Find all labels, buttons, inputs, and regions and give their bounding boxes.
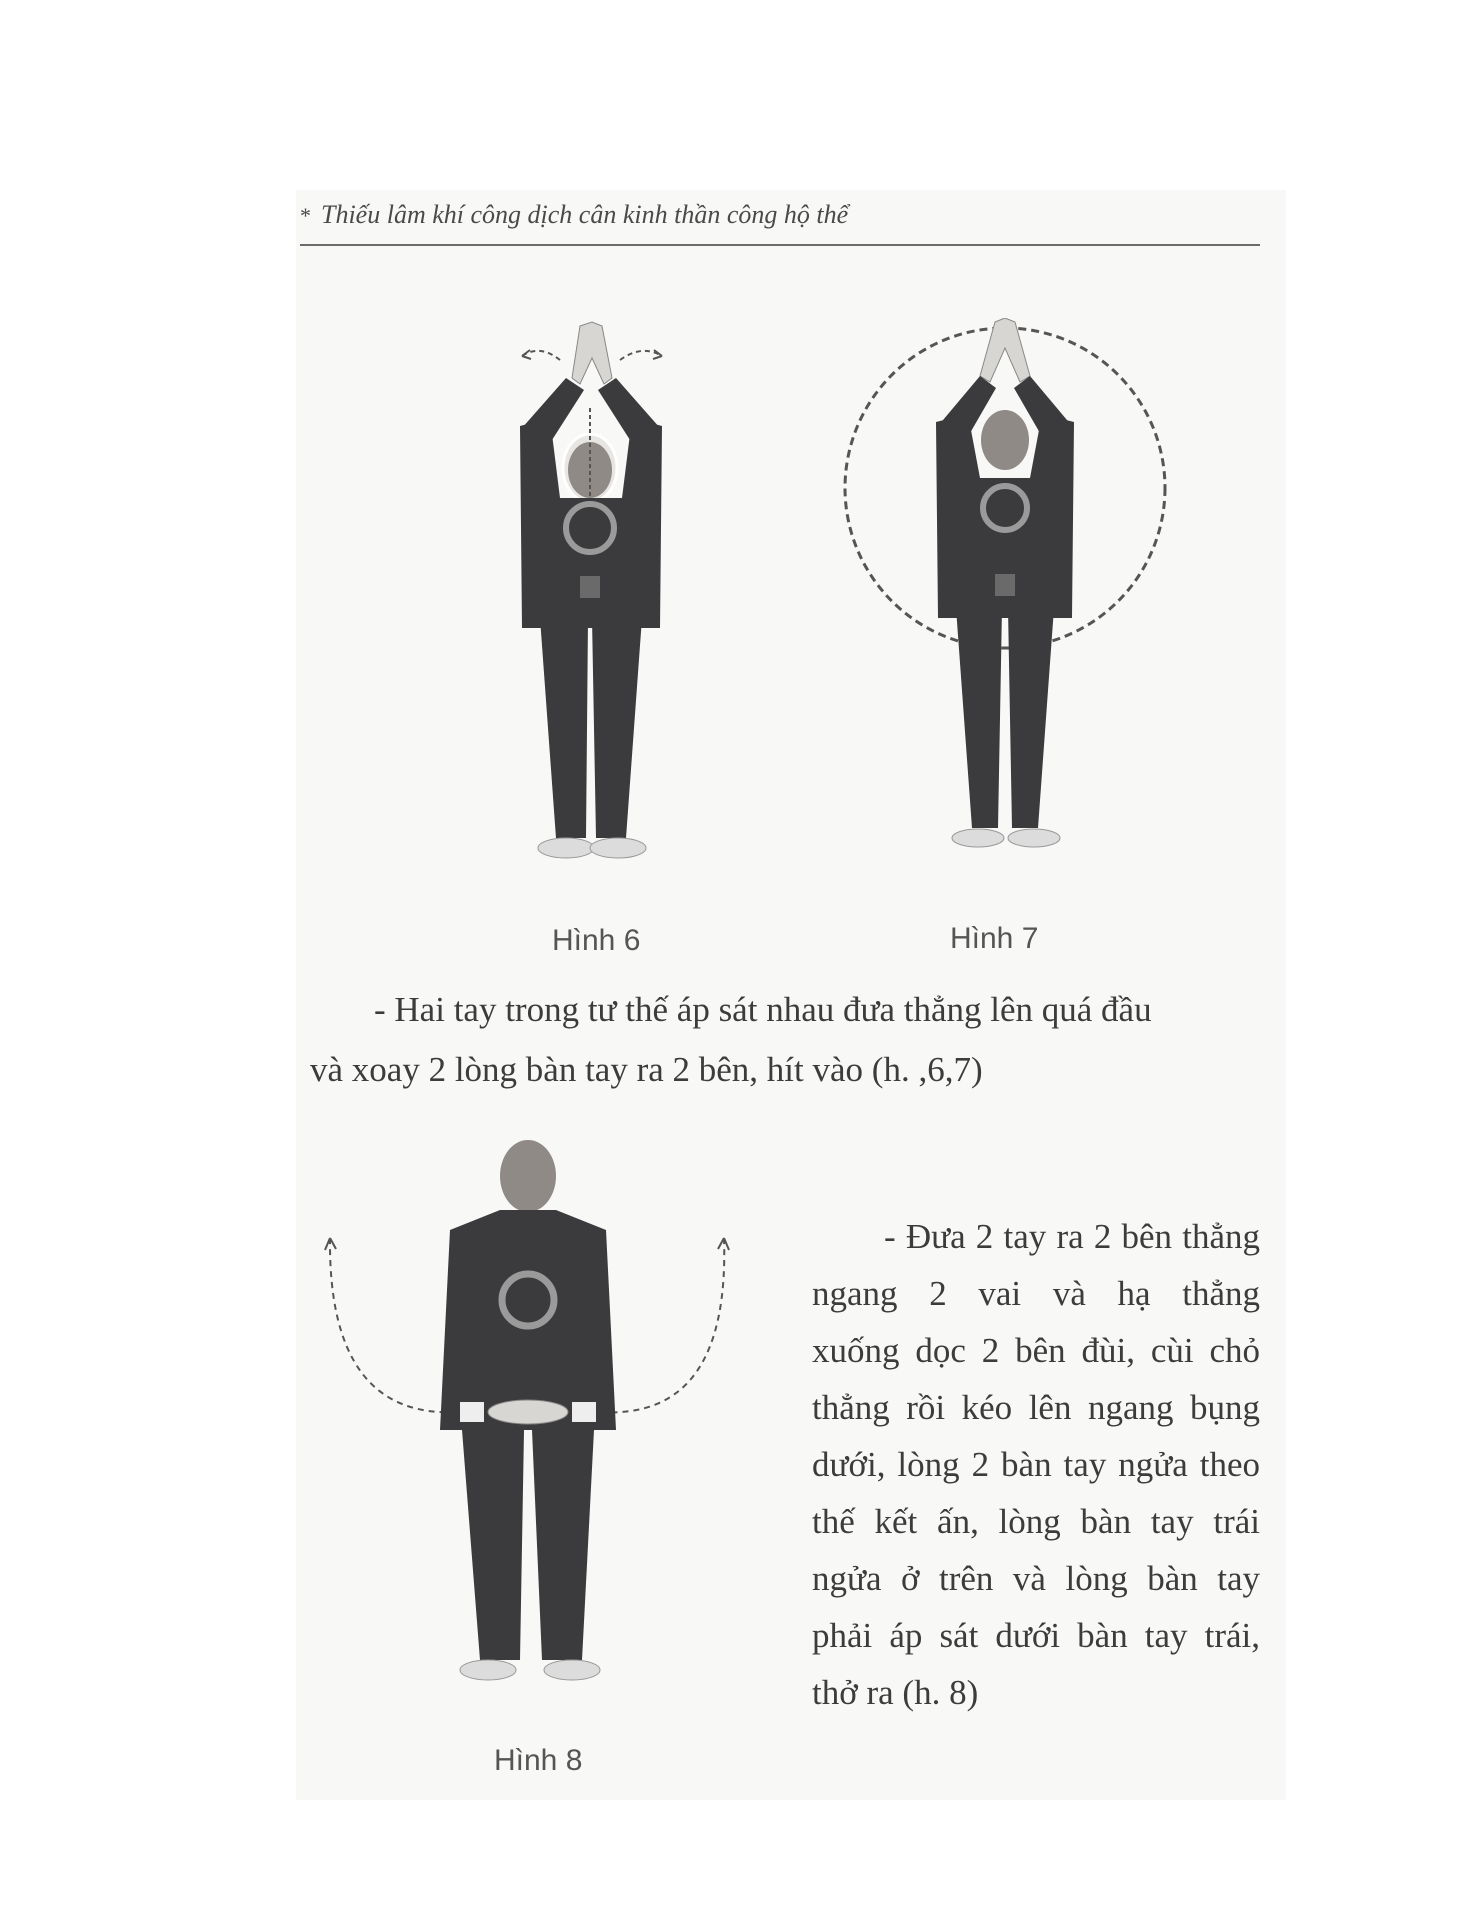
figure-7 (840, 318, 1170, 878)
paragraph-2-line: ngang 2 vai và hạ thẳng (812, 1274, 1260, 1313)
figure-6 (500, 318, 690, 898)
paragraph-2-line: xuống dọc 2 bên đùi, cùi chỏ (812, 1331, 1260, 1370)
paragraph-2-line: - Đưa 2 tay ra 2 bên thẳng (884, 1217, 1260, 1256)
header-title: Thiếu lâm khí công dịch cân kinh thần công hộ thể (321, 200, 849, 229)
running-header (300, 200, 1260, 248)
paragraph-2-line: thở ra (h. 8) (812, 1673, 979, 1712)
figure-8 (320, 1130, 740, 1710)
paragraph-2-line: dưới, lòng 2 bàn tay ngửa theo (812, 1445, 1260, 1484)
header-bullet: * (300, 203, 311, 228)
paragraph-2-line: ngửa ở trên và lòng bàn tay (812, 1559, 1260, 1598)
header-rule (300, 244, 1260, 246)
figure-6-caption: Hình 6 (552, 924, 641, 957)
paragraph-1-line: - Hai tay trong tư thế áp sát nhau đưa thẳng lên quá đầu (374, 990, 1152, 1029)
paragraph-2-line: thẳng rồi kéo lên ngang bụng (812, 1388, 1260, 1427)
paragraph-2-line: phải áp sát dưới bàn tay trái, (812, 1616, 1260, 1655)
paragraph-2-line: thế kết ấn, lòng bàn tay trái (812, 1502, 1260, 1541)
paragraph-1-line: và xoay 2 lòng bàn tay ra 2 bên, hít vào (h. ,6,7) (310, 1050, 983, 1089)
paragraph-1 (310, 980, 1260, 1100)
paragraph-2 (812, 1208, 1260, 1721)
figure-8-caption: Hình 8 (494, 1744, 583, 1777)
figure-hands-joined-overhead-arrows-icon (500, 318, 690, 898)
figure-hands-at-abdomen-arcs-icon (320, 1130, 740, 1710)
figure-7-caption: Hình 7 (950, 922, 1039, 955)
figure-hands-joined-overhead-circle-icon (840, 318, 1170, 878)
